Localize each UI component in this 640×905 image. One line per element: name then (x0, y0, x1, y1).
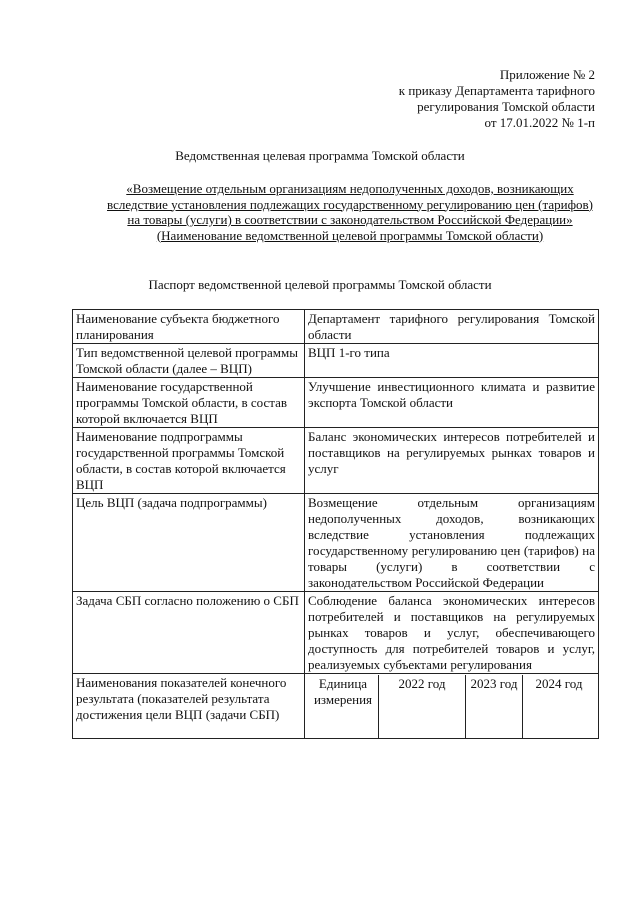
passport-title: Паспорт ведомственной целевой программы Томской области (148, 277, 492, 292)
appendix-order-ref: к приказу Департамента тарифного (398, 83, 595, 98)
year-header: 2023 год (466, 675, 523, 738)
row-value: Соблюдение баланса экономических интересов потребителей и поставщиков на регулируемых рынках товаров и услуг, обеспечивающего доступность для потребителей товаров и услуг, реализуемых субъектами регулирования (305, 592, 599, 674)
appendix-block (360, 67, 595, 131)
row-label: Наименование субъекта бюджетного планирования (73, 310, 305, 344)
program-title: Ведомственная целевая программа Томской области (175, 148, 465, 163)
unit-header: Единица измерения (313, 676, 373, 707)
row-label: Задача СБП согласно положению о СБП (73, 592, 305, 674)
table-row (73, 592, 599, 674)
program-goal-caption: (Наименование ведомственной целевой программы Томской области) (156, 227, 544, 243)
row-value: Улучшение инвестиционного климата и развитие экспорта Томской области (305, 378, 599, 428)
year-header: 2024 год (523, 675, 596, 738)
table-row (73, 344, 599, 378)
passport-table (72, 309, 599, 739)
appendix-department: регулирования Томской области (417, 99, 595, 114)
row-value: Баланс экономических интересов потребителей и поставщиков на регулируемых рынках товаров и услуг (305, 428, 599, 494)
indicators-header-cell (305, 674, 599, 739)
table-row (73, 494, 599, 592)
appendix-date: от 17.01.2022 № 1-п (484, 115, 595, 130)
row-value: Возмещение отдельным организациям недополученных доходов, возникающих вследствие установления подлежащих государственному регулированию цен (тарифов) на товары (услуги) в соответствии с законодательством Российской Федерации (305, 494, 599, 592)
year-header: 2022 год (379, 675, 466, 738)
table-row (73, 674, 599, 739)
row-label: Тип ведомственной целевой программы Томской области (далее – ВЦП) (73, 344, 305, 378)
indicators-header (308, 675, 595, 738)
row-label: Наименование государственной программы Томской области, в состав которой включается ВЦП (73, 378, 305, 428)
row-label: Цель ВЦП (задача подпрограммы) (73, 494, 305, 592)
program-goal: «Возмещение отдельным организациям недополученных доходов, возникающих вследствие установления подлежащих государственному регулированию цен (тарифов) на товары (услуги) в соответствии с законодательством Российской Федерации» (107, 181, 593, 227)
row-value: ВЦП 1-го типа (305, 344, 599, 378)
appendix-number: Приложение № 2 (499, 67, 595, 82)
table-row (73, 378, 599, 428)
indicators-label: Наименования показателей конечного результата (показателей результата достижения цели ВЦП (задачи СБП) (73, 674, 305, 739)
row-label: Наименование подпрограммы государственной программы Томской области, в состав которой включается ВЦП (73, 428, 305, 494)
row-value: Департамент тарифного регулирования Томской области (305, 310, 599, 344)
program-goal-block (100, 181, 600, 243)
table-row (73, 428, 599, 494)
table-row (73, 310, 599, 344)
